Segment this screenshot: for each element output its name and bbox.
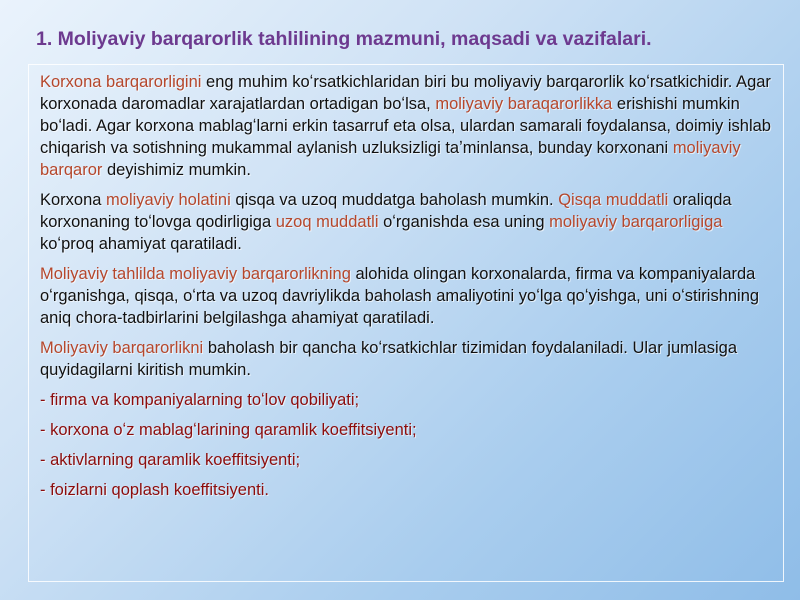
list-item: - firma va kompaniyalarning toʻlov qobiliyati; — [40, 391, 360, 409]
paragraph — [40, 71, 780, 181]
highlighted-term: Moliyaviy tahlilda moliyaviy barqarorlikning — [40, 265, 351, 283]
paragraph-text: deyishimiz mumkin. — [102, 161, 251, 179]
paragraph-text: erishishi mumkin boʻladi. Agar korxona mablagʻlarni erkin tasarruf eta olsa, ulardan samarali foydalansa, doimiy ishlab chiqarish va sotishning mukammal aylanish uzluksizligi taʼminlansa, bunday korxonani — [40, 95, 771, 157]
paragraph-text: oraliqda korxonaning toʻlovga qodirligiga — [40, 191, 732, 231]
highlighted-term: Korxona barqarorligini — [40, 73, 202, 91]
list-item: - aktivlarning qaramlik koeffitsiyenti; — [40, 451, 301, 469]
highlighted-term: Qisqa muddatli — [558, 191, 669, 209]
list-item: - foizlarni qoplash koeffitsiyenti. — [40, 481, 269, 499]
paragraph-text: baholash bir qancha koʻrsatkichlar tizimidan foydalaniladi. Ular jumlasiga quyidagilarni kiritish mumkin. — [40, 339, 738, 379]
highlighted-term: Moliyaviy barqarorlikni — [40, 339, 204, 357]
highlighted-term: moliyaviy baraqarorlikka — [435, 95, 613, 113]
paragraph-text: oʻrganishda esa uning — [378, 213, 550, 231]
paragraph-text: Korxona — [40, 191, 107, 209]
paragraph-text: eng muhim koʻrsatkichlaridan biri bu moliyaviy barqarorlik koʻrsatkichidir. Agar korxonada daromadlar xarajatlardan ortadigan boʻlsa, — [40, 73, 771, 113]
paragraph — [40, 263, 780, 329]
paragraph-text: koʻproq ahamiyat qaratiladi. — [40, 235, 242, 253]
slide-title: 1. Moliyaviy barqarorlik tahlilining mazmuni, maqsadi va vazifalari. — [36, 28, 652, 50]
paragraph — [40, 189, 780, 255]
highlighted-term: moliyaviy barqarorligiga — [549, 213, 723, 231]
paragraph — [40, 337, 780, 381]
highlighted-term: uzoq muddatli — [275, 213, 379, 231]
slide-body — [40, 71, 780, 509]
list-item: - korxona oʻz mablagʻlarining qaramlik koeffitsiyenti; — [40, 421, 417, 439]
highlighted-term: moliyaviy holatini — [106, 191, 231, 209]
paragraph-text: qisqa va uzoq muddatga baholash mumkin. — [230, 191, 559, 209]
highlighted-term: moliyaviy barqaror — [40, 139, 741, 179]
paragraph-text: alohida olingan korxonalarda, firma va kompaniyalarda oʻrganishga, qisqa, oʻrta va uzoq davriylikda baholash amaliyotini yoʻlga qoʻyishga, uni oʻstirishning aniq chora-tadbirlarini belgilashga ahamiyat qaratiladi. — [40, 265, 760, 327]
